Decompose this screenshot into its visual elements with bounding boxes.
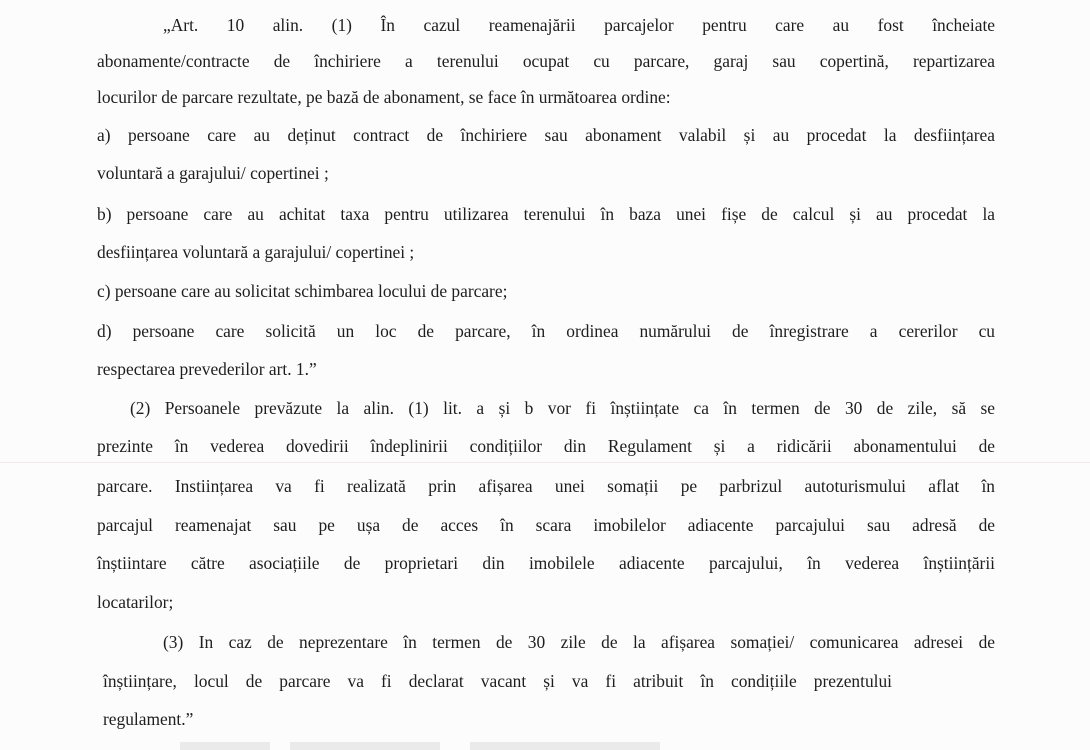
para2-line-1: (2) Persoanele prevăzute la alin. (1) lit. a și b vor fi înștiințate ca în termen de 30 de zile, să se	[130, 398, 995, 418]
item-a-line-2: voluntară a garajului/ copertinei ;	[97, 163, 329, 183]
para2-line-5: înștiintare către asociațiile de proprietari din imobilele adiacente parcajului, în vederea înștiințării	[97, 553, 995, 573]
para3-line-3: regulament.”	[103, 709, 194, 729]
cropped-text-fragment	[470, 742, 660, 750]
item-b-line-1: b) persoane care au achitat taxa pentru utilizarea terenului în baza unei fișe de calcul și au procedat la	[97, 204, 995, 224]
art10-intro-line-1: „Art. 10 alin. (1) În cazul reamenajării parcajelor pentru care au fost încheiate	[163, 15, 995, 35]
para2-line-3: parcare. Instiințarea va fi realizată prin afișarea unei somații pe parbrizul autoturismului aflat în	[97, 476, 995, 496]
scan-artifact-line	[0, 462, 1090, 463]
item-b-line-2: desființarea voluntară a garajului/ copertinei ;	[97, 242, 415, 262]
item-d-line-1: d) persoane care solicită un loc de parcare, în ordinea numărului de înregistrare a cererilor cu	[97, 321, 995, 341]
cropped-text-fragment	[180, 742, 270, 750]
item-c-line-1: c) persoane care au solicitat schimbarea locului de parcare;	[97, 281, 508, 301]
para2-line-6: locatarilor;	[97, 592, 174, 612]
item-a-line-1: a) persoane care au deținut contract de închiriere sau abonament valabil și au procedat la desființarea	[97, 125, 995, 145]
para2-line-2: prezinte în vederea dovedirii îndeplinirii condițiilor din Regulament și a ridicării abonamentului de	[97, 436, 995, 456]
para3-line-1: (3) In caz de neprezentare în termen de 30 zile de la afișarea somației/ comunicarea adresei de	[163, 632, 995, 652]
para2-line-4: parcajul reamenajat sau pe ușa de acces în scara imobilelor adiacente parcajului sau adresă de	[97, 515, 995, 535]
art10-intro-line-2: abonamente/contracte de închiriere a terenului ocupat cu parcare, garaj sau copertină, repartizarea	[97, 51, 995, 71]
art10-intro-line-3: locurilor de parcare rezultate, pe bază de abonament, se face în următoarea ordine:	[97, 87, 671, 107]
item-d-line-2: respectarea prevederilor art. 1.”	[97, 359, 317, 379]
cropped-text-fragment	[290, 742, 440, 750]
para3-line-2: înștiințare, locul de parcare va fi declarat vacant și va fi atribuit în condițiile prezentului	[103, 671, 892, 691]
